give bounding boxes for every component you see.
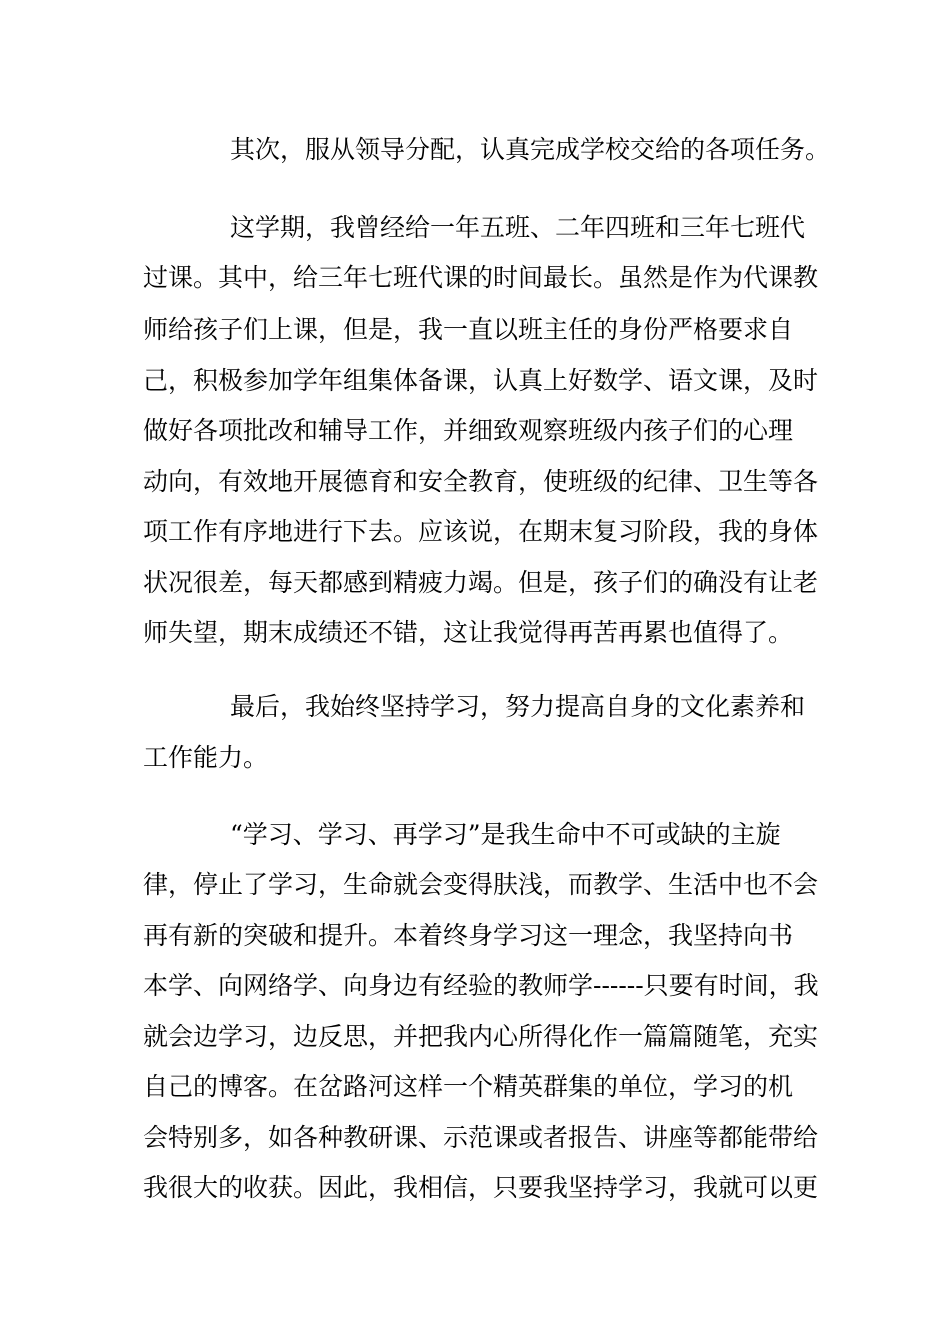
paragraph-2-line-7: 项工作有序地进行下去。应该说，在期末复习阶段，我的身体 bbox=[143, 517, 819, 546]
paragraph-2-line-2: 过课。其中，给三年七班代课的时间最长。虽然是作为代课教 bbox=[143, 263, 819, 292]
paragraph-2-line-6: 动向，有效地开展德育和安全教育，使班级的纪律、卫生等各 bbox=[143, 467, 819, 496]
paragraph-4-line-6: 自己的博客。在岔路河这样一个精英群集的单位，学习的机 bbox=[143, 1072, 794, 1101]
paragraph-4-line-8: 我很大的收获。因此，我相信，只要我坚持学习，我就可以更 bbox=[143, 1173, 819, 1202]
paragraph-3-line-1: 最后，我始终坚持学习，努力提高自身的文化素养和 bbox=[230, 692, 806, 721]
paragraph-1-line-1: 其次，服从领导分配，认真完成学校交给的各项任务。 bbox=[230, 135, 830, 164]
paragraph-3-line-2: 工作能力。 bbox=[143, 743, 269, 772]
paragraph-4-line-4: 本学、向网络学、向身边有经验的教师学------只要有时间，我 bbox=[143, 971, 819, 1000]
paragraph-2-line-9: 师失望，期末成绩还不错，这让我觉得再苦再累也值得了。 bbox=[143, 618, 794, 647]
paragraph-2-line-1: 这学期，我曾经给一年五班、二年四班和三年七班代 bbox=[230, 213, 806, 242]
paragraph-4-line-3: 再有新的突破和提升。本着终身学习这一理念，我坚持向书 bbox=[143, 921, 794, 950]
paragraph-2-line-5: 做好各项批改和辅导工作，并细致观察班级内孩子们的心理 bbox=[143, 416, 794, 445]
paragraph-2-line-4: 己，积极参加学年组集体备课，认真上好数学、语文课，及时 bbox=[143, 366, 819, 395]
paragraph-2-line-8: 状况很差，每天都感到精疲力竭。但是，孩子们的确没有让老 bbox=[143, 568, 819, 597]
paragraph-4-line-1: “学习、学习、再学习”是我生命中不可或缺的主旋 bbox=[230, 820, 781, 849]
paragraph-2-line-3: 师给孩子们上课，但是，我一直以班主任的身份严格要求自 bbox=[143, 315, 794, 344]
paragraph-4-line-2: 律，停止了学习，生命就会变得肤浅，而教学、生活中也不会 bbox=[143, 870, 819, 899]
paragraph-4-line-7: 会特别多，如各种教研课、示范课或者报告、讲座等都能带给 bbox=[143, 1123, 819, 1152]
paragraph-4-line-5: 就会边学习，边反思，并把我内心所得化作一篇篇随笔，充实 bbox=[143, 1022, 819, 1051]
